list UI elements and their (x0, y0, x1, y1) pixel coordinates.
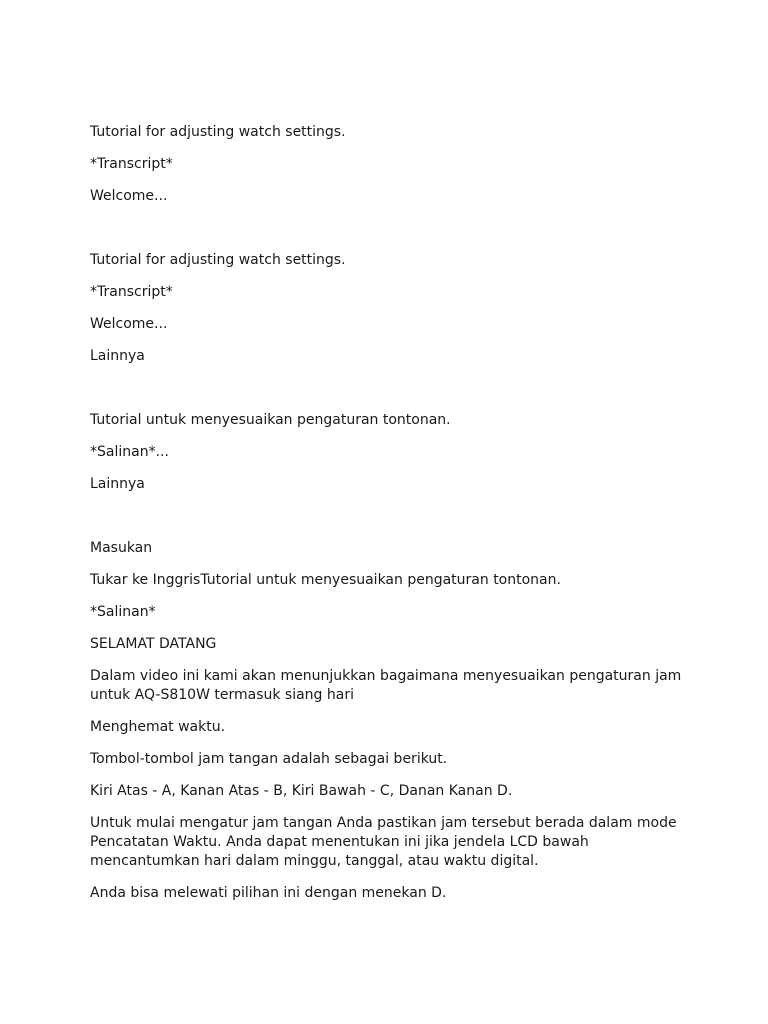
document-body (90, 123, 690, 916)
button-map-paragraph: Kiri Atas - A, Kanan Atas - B, Kiri Bawah - C, Danan Kanan D. (90, 783, 513, 799)
welcome-heading: SELAMAT DATANG (90, 636, 217, 652)
skip-paragraph: Anda bisa melewati pilihan ini dengan menekan D. (90, 885, 447, 901)
block4-copy: *Salinan* (90, 604, 156, 620)
switch-language-line: Tukar ke InggrisTutorial untuk menyesuaikan pengaturan tontonan. (90, 572, 561, 588)
block3-copy: *Salinan*... (90, 444, 169, 460)
block2-transcript: *Transcript* (90, 284, 173, 300)
spacer (90, 507, 690, 539)
spacer (90, 219, 690, 251)
block1-welcome: Welcome... (90, 188, 168, 204)
block2-more-link[interactable]: Lainnya (90, 348, 145, 364)
save-time-paragraph: Menghemat waktu. (90, 719, 226, 735)
block2-title: Tutorial for adjusting watch settings. (90, 252, 346, 268)
buttons-paragraph: Tombol-tombol jam tangan adalah sebagai berikut. (90, 751, 448, 767)
spacer (90, 379, 690, 411)
block3-title: Tutorial untuk menyesuaikan pengaturan tontonan. (90, 412, 451, 428)
block2-welcome: Welcome... (90, 316, 168, 332)
block1-title: Tutorial for adjusting watch settings. (90, 124, 346, 140)
start-paragraph: Untuk mulai mengatur jam tangan Anda pastikan jam tersebut berada dalam mode Pencatatan Waktu. Anda dapat menentukan ini jika jendela LCD bawah mencantumkan hari dalam minggu, tanggal, atau waktu digital. (90, 815, 677, 869)
block1-transcript: *Transcript* (90, 156, 173, 172)
block3-more-link[interactable]: Lainnya (90, 476, 145, 492)
intro-paragraph: Dalam video ini kami akan menunjukkan bagaimana menyesuaikan pengaturan jam untuk AQ-S810W termasuk siang hari (90, 668, 682, 703)
input-label: Masukan (90, 540, 153, 556)
